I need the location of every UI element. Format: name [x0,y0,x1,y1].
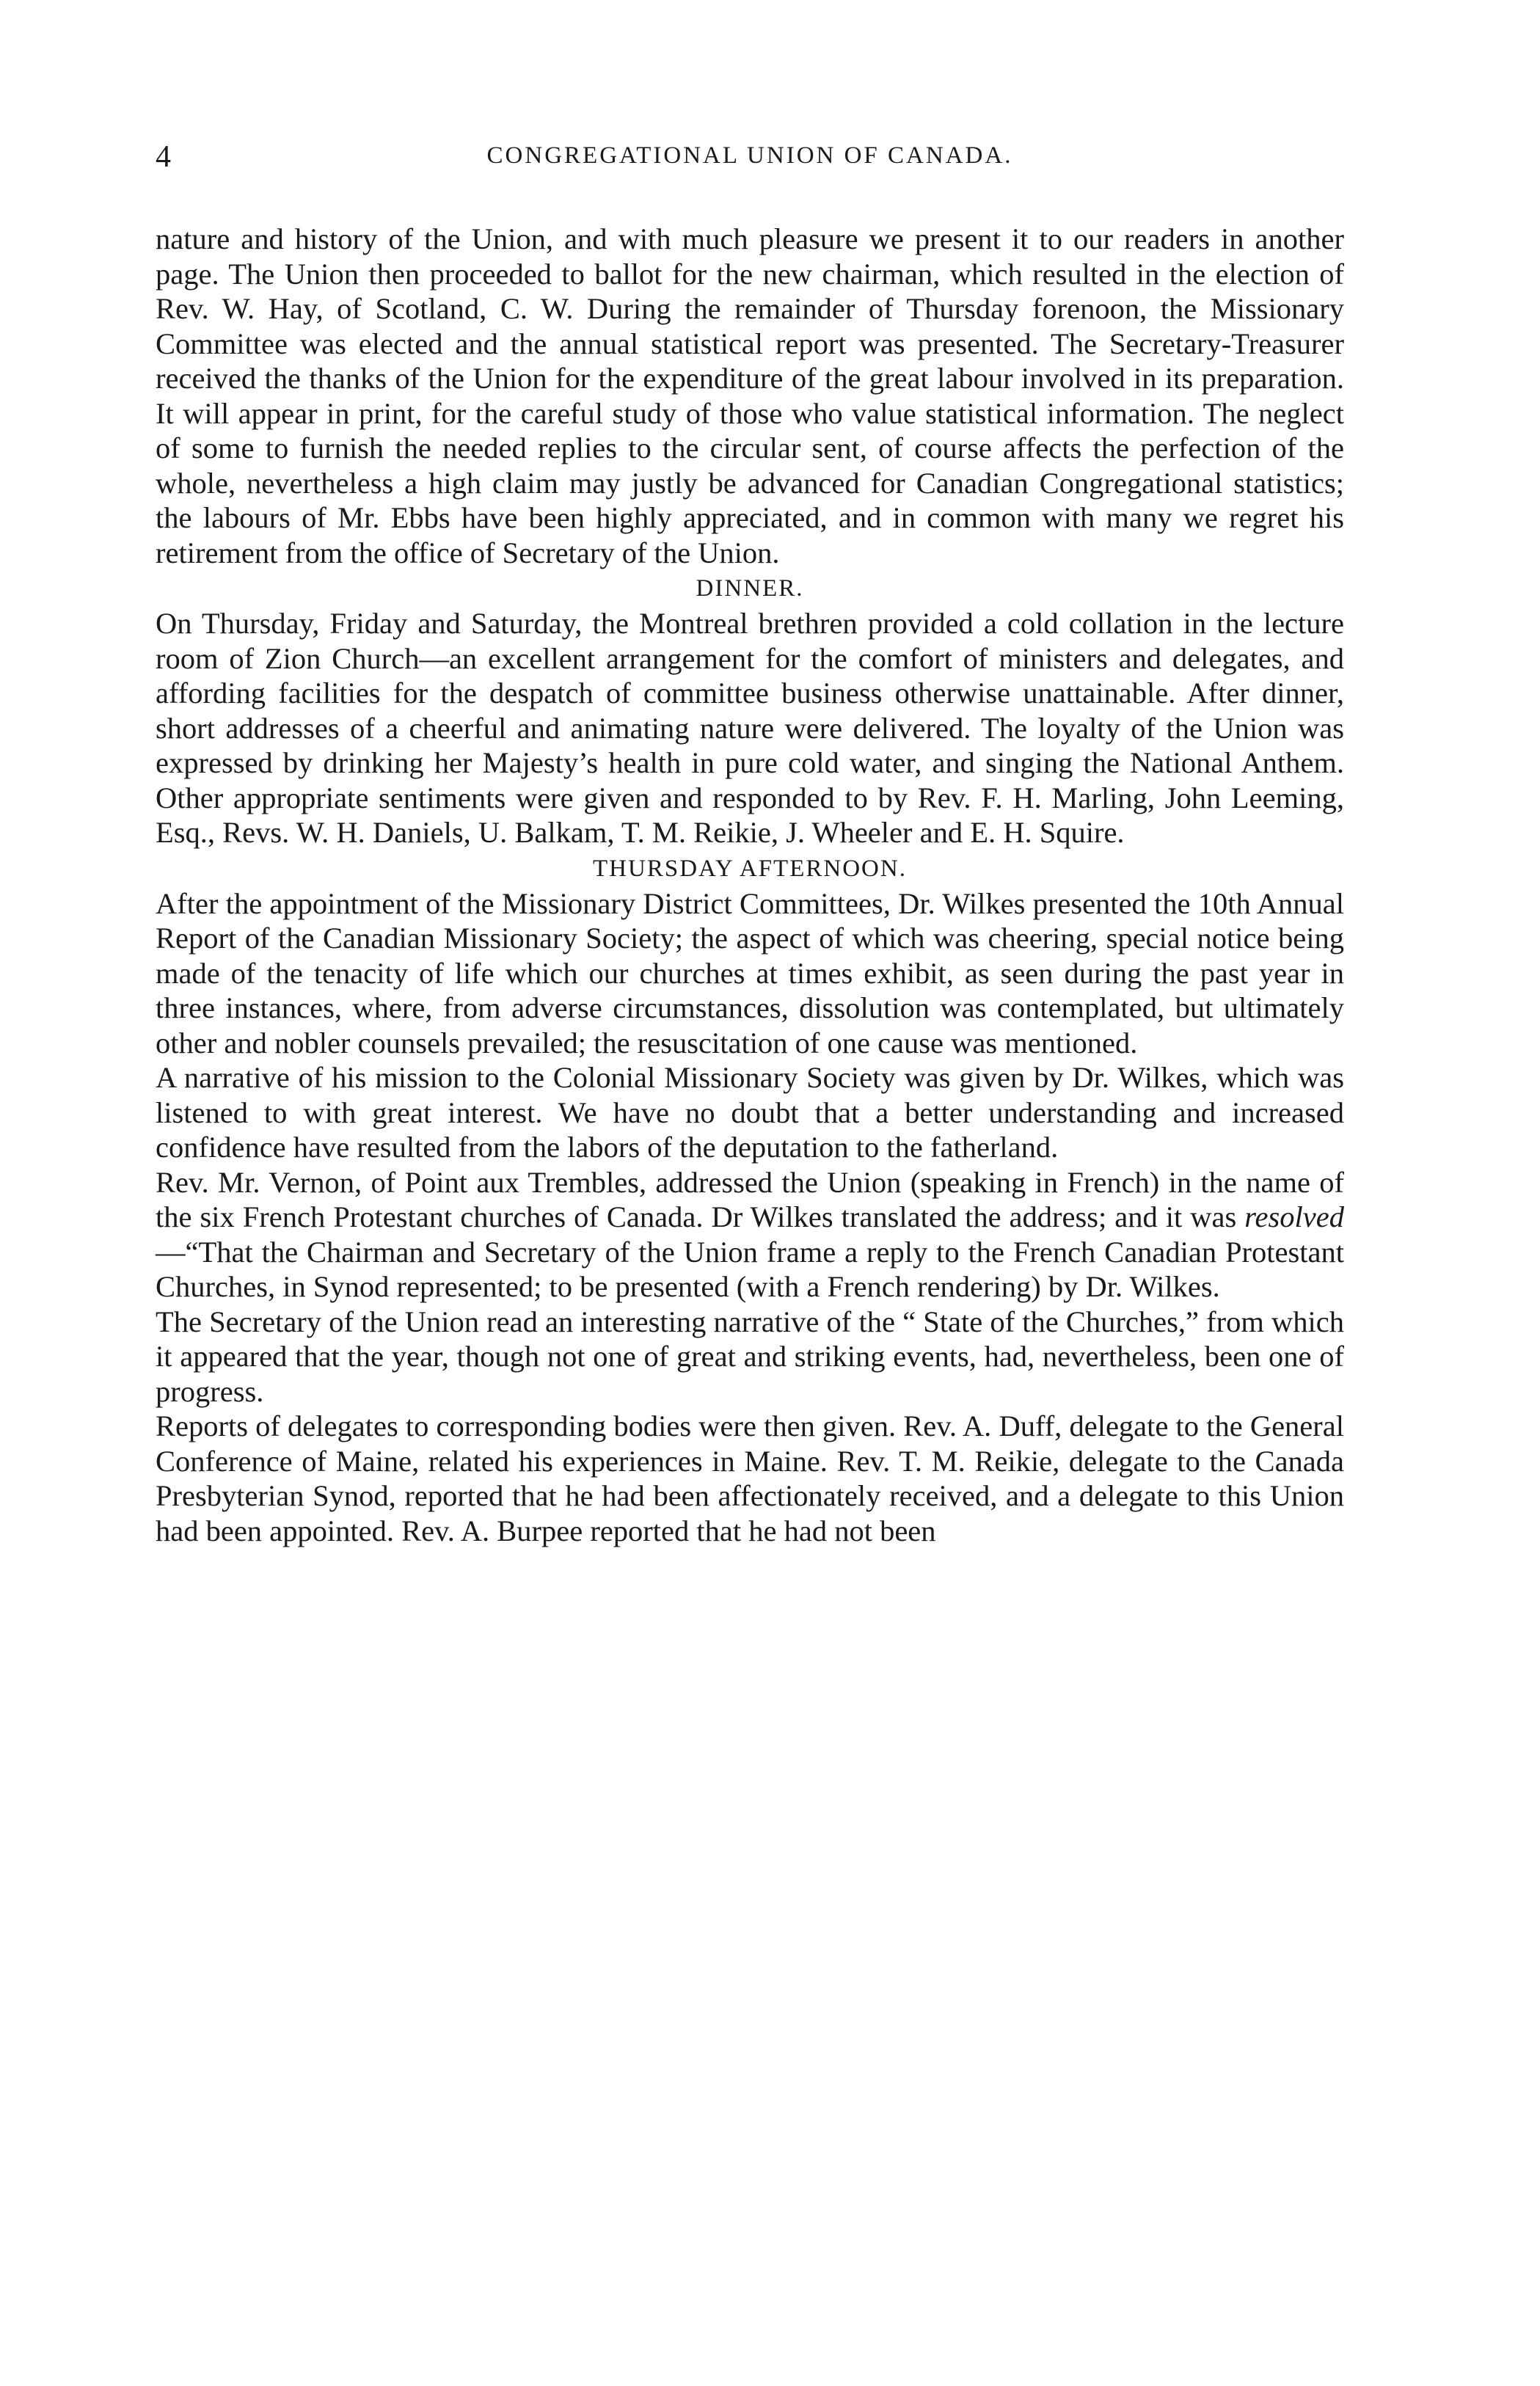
paragraph-french-churches [156,1165,1344,1305]
paragraph-dinner: On Thursday, Friday and Saturday, the Montreal brethren provided a cold collation in the lecture room of Zion Church—an excellent arrangement for the comfort of ministers and delegates, and affording facilities for the despatch of committee business otherwise unattainable. After dinner, short addresses of a cheerful and animating nature were delivered. The loyalty of the Union was expressed by drinking her Majesty’s health in pure cold water, and singing the National Anthem. Other appropriate sentiments were given and responded to by Rev. F. H. Marling, John Leeming, Esq., Revs. W. H. Daniels, U. Balkam, T. M. Reikie, J. Wheeler and E. H. Squire. [156,607,1344,849]
paragraph-union-history: nature and history of the Union, and with much pleasure we present it to our readers in another page. The Union then proceeded to ballot for the new chairman, which resulted in the election of Rev. W. Hay, of Scotland, C. W. During the remainder of Thursday forenoon, the Missionary Committee was elected and the annual statistical report was presented. The Secretary-Treasurer received the thanks of the Union for the expenditure of the great labour involved in its preparation. It will appear in print, for the careful study of those who value statistical information. The neglect of some to furnish the needed replies to the circular sent, of course affects the perfection of the whole, nevertheless a high claim may justly be advanced for Canadian Congregational statistics; the labours of Mr. Ebbs have been highly appreciated, and in common with many we regret his retirement from the office of Secretary of the Union. [156,222,1344,569]
paragraph-colonial-mission: A narrative of his mission to the Colonial Missionary Society was given by Dr. Wilkes, which was listened to with great interest. We have no doubt that a better understanding and increased confidence have resulted from the labors of the deputation to the fatherland. [156,1061,1344,1164]
document-page [156,139,1344,1548]
page-number: 4 [156,140,171,174]
running-title: CONGREGATIONAL UNION OF CANADA. [486,142,1013,169]
paragraph-french-churches-part1: Rev. Mr. Vernon, of Point aux Trembles, addressed the Union (speaking in French) in the name of the six French Protestant churches of Canada. Dr Wilkes translated the address; and it was [156,1165,1344,1233]
heading-thursday-afternoon: THURSDAY AFTERNOON. [593,855,907,882]
resolved-italic: resolved [1244,1200,1344,1233]
paragraph-state-of-churches: The Secretary of the Union read an interesting narrative of the “ State of the Churches,” from which it appeared that the year, though not one of great and striking events, had, nevertheless, been one of progress. [156,1305,1344,1408]
heading-dinner: DINNER. [696,575,804,602]
paragraph-french-churches-part2: —“That the Chairman and Secretary of the Union frame a reply to the French Canadian Protestant Churches, in Synod represented; to be presented (with a French rendering) by Dr. Wilkes. [156,1235,1344,1303]
running-head [156,139,1344,183]
paragraph-missionary-report: After the appointment of the Missionary District Committees, Dr. Wilkes presented the 10th Annual Report of the Canadian Missionary Society; the aspect of which was cheering, special notice being made of the tenacity of life which our churches at times exhibit, as seen during the past year in three instances, where, from adverse circumstances, dissolution was contemplated, but ultimately other and nobler counsels prevailed; the resuscitation of one cause was mentioned. [156,886,1344,1059]
paragraph-delegate-reports: Reports of delegates to corresponding bodies were then given. Rev. A. Duff, delegate to the General Conference of Maine, related his experiences in Maine. Rev. T. M. Reikie, delegate to the Canada Presbyterian Synod, reported that he had been affectionately received, and a delegate to this Union had been appointed. Rev. A. Burpee reported that he had not been [156,1409,1344,1547]
